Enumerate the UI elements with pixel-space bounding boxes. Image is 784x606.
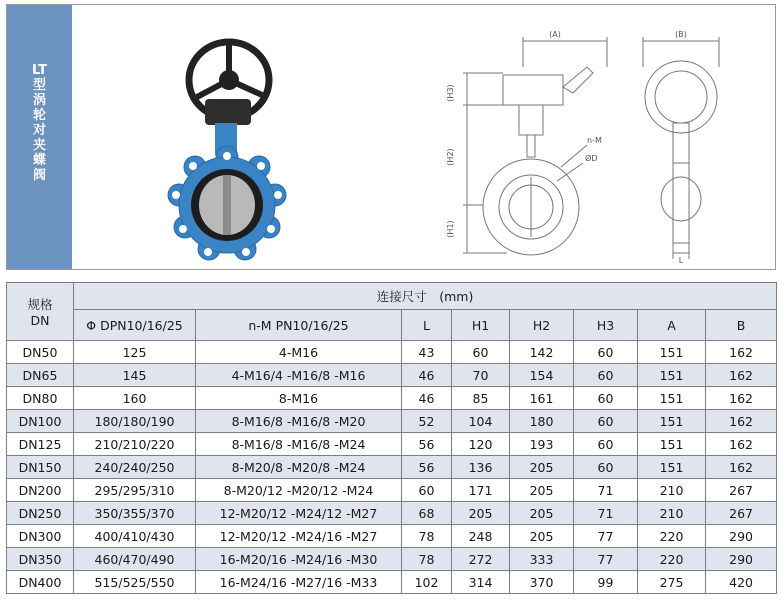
label-nm: n-M	[587, 136, 602, 145]
table-row	[7, 364, 777, 387]
table-cell: 12-M20/12 -M24/16 -M27	[196, 525, 402, 548]
table-row	[7, 571, 777, 594]
table-cell: 295/295/310	[74, 479, 196, 502]
table-cell: 46	[402, 387, 452, 410]
table-cell: 205	[452, 502, 510, 525]
table-cell: 12-M20/12 -M24/12 -M27	[196, 502, 402, 525]
table-cell: 210	[638, 479, 706, 502]
column-header: H2	[510, 310, 574, 341]
table-cell: 46	[402, 364, 452, 387]
table-cell: 151	[638, 456, 706, 479]
column-header: L	[402, 310, 452, 341]
table-cell: DN150	[7, 456, 74, 479]
title-char: 阀	[32, 168, 46, 183]
table-row	[7, 433, 777, 456]
table-cell: DN250	[7, 502, 74, 525]
table-cell: 515/525/550	[74, 571, 196, 594]
title-char: 蝶	[32, 153, 46, 168]
table-cell: DN400	[7, 571, 74, 594]
table-cell: 60	[574, 387, 638, 410]
title-char: 夹	[32, 138, 46, 153]
table-cell: 154	[510, 364, 574, 387]
table-cell: 460/470/490	[74, 548, 196, 571]
table-cell: 162	[706, 364, 777, 387]
table-cell: 314	[452, 571, 510, 594]
table-cell: 60	[574, 410, 638, 433]
table-cell: 68	[402, 502, 452, 525]
table-cell: 267	[706, 502, 777, 525]
table-row	[7, 456, 777, 479]
column-header: B	[706, 310, 777, 341]
table-cell: 290	[706, 548, 777, 571]
table-cell: 60	[452, 341, 510, 364]
table-row	[7, 341, 777, 364]
table-cell: 70	[452, 364, 510, 387]
table-cell: DN200	[7, 479, 74, 502]
table-cell: 290	[706, 525, 777, 548]
label-h3: (H3)	[446, 84, 455, 102]
product-title	[7, 63, 72, 183]
table-cell: 16-M20/16 -M24/16 -M30	[196, 548, 402, 571]
table-cell: 161	[510, 387, 574, 410]
table-cell: 210/210/220	[74, 433, 196, 456]
table-cell: DN80	[7, 387, 74, 410]
table-cell: 102	[402, 571, 452, 594]
table-cell: 78	[402, 525, 452, 548]
table-cell: 240/240/250	[74, 456, 196, 479]
table-cell: 151	[638, 341, 706, 364]
title-char: 轮	[32, 108, 46, 123]
product-panel	[6, 4, 776, 270]
table-cell: 420	[706, 571, 777, 594]
valve-photo	[157, 35, 297, 263]
title-char: LT	[32, 63, 47, 78]
table-cell: 52	[402, 410, 452, 433]
table-cell: 193	[510, 433, 574, 456]
column-header: A	[638, 310, 706, 341]
table-cell: 8-M20/8 -M20/8 -M24	[196, 456, 402, 479]
table-cell: 400/410/430	[74, 525, 196, 548]
table-cell: 145	[74, 364, 196, 387]
title-char: 对	[32, 123, 46, 138]
table-cell: 142	[510, 341, 574, 364]
table-cell: 162	[706, 387, 777, 410]
table-cell: 43	[402, 341, 452, 364]
table-cell: DN125	[7, 433, 74, 456]
table-cell: 60	[402, 479, 452, 502]
table-cell: 60	[574, 364, 638, 387]
table-cell: 205	[510, 456, 574, 479]
table-cell: DN100	[7, 410, 74, 433]
table-cell: 56	[402, 433, 452, 456]
table-cell: 267	[706, 479, 777, 502]
table-cell: 16-M24/16 -M27/16 -M33	[196, 571, 402, 594]
table-cell: 210	[638, 502, 706, 525]
table-cell: 8-M16/8 -M16/8 -M24	[196, 433, 402, 456]
table-row	[7, 525, 777, 548]
label-b: (B)	[675, 30, 687, 39]
table-cell: 104	[452, 410, 510, 433]
table-row	[7, 387, 777, 410]
table-row	[7, 548, 777, 571]
table-cell: 77	[574, 548, 638, 571]
table-cell: 77	[574, 525, 638, 548]
dimension-drawing	[437, 27, 767, 265]
table-cell: 99	[574, 571, 638, 594]
table-row	[7, 479, 777, 502]
table-cell: DN350	[7, 548, 74, 571]
table-cell: 71	[574, 502, 638, 525]
table-cell: 60	[574, 456, 638, 479]
label-h1: (H1)	[446, 220, 455, 238]
table-cell: 56	[402, 456, 452, 479]
table-cell: 350/355/370	[74, 502, 196, 525]
table-cell: DN300	[7, 525, 74, 548]
table-cell: 220	[638, 525, 706, 548]
table-cell: 8-M16	[196, 387, 402, 410]
table-cell: 8-M16/8 -M16/8 -M20	[196, 410, 402, 433]
table-row	[7, 410, 777, 433]
table-cell: 162	[706, 410, 777, 433]
column-header: H3	[574, 310, 638, 341]
table-cell: 60	[574, 341, 638, 364]
table-cell: 8-M20/12 -M20/12 -M24	[196, 479, 402, 502]
table-cell: 78	[402, 548, 452, 571]
table-cell: 205	[510, 479, 574, 502]
table-cell: 180/180/190	[74, 410, 196, 433]
table-cell: 162	[706, 341, 777, 364]
table-cell: DN65	[7, 364, 74, 387]
column-header: H1	[452, 310, 510, 341]
column-header: Φ DPN10/16/25	[74, 310, 196, 341]
table-cell: 160	[74, 387, 196, 410]
table-cell: 162	[706, 456, 777, 479]
table-cell: 180	[510, 410, 574, 433]
table-cell: 4-M16/4 -M16/8 -M16	[196, 364, 402, 387]
label-l: L	[678, 256, 684, 265]
table-cell: 151	[638, 410, 706, 433]
table-cell: 333	[510, 548, 574, 571]
table-cell: 220	[638, 548, 706, 571]
table-cell: 125	[74, 341, 196, 364]
table-cell: 151	[638, 364, 706, 387]
spec-header: 规格 DN	[7, 283, 74, 341]
table-cell: DN50	[7, 341, 74, 364]
table-cell: 275	[638, 571, 706, 594]
sidebar-title-band	[7, 5, 72, 269]
label-d: ØD	[585, 154, 598, 163]
title-char: 涡	[32, 93, 46, 108]
title-char: 型	[32, 78, 46, 93]
table-cell: 151	[638, 387, 706, 410]
table-cell: 71	[574, 479, 638, 502]
table-cell: 370	[510, 571, 574, 594]
table-cell: 205	[510, 525, 574, 548]
label-h2: (H2)	[446, 148, 455, 166]
table-row	[7, 502, 777, 525]
column-header: n-M PN10/16/25	[196, 310, 402, 341]
table-cell: 248	[452, 525, 510, 548]
table-cell: 171	[452, 479, 510, 502]
label-a: (A)	[549, 30, 561, 39]
table-cell: 120	[452, 433, 510, 456]
group-header: 连接尺寸 (mm)	[74, 283, 777, 310]
table-cell: 162	[706, 433, 777, 456]
table-cell: 136	[452, 456, 510, 479]
table-cell: 85	[452, 387, 510, 410]
table-cell: 4-M16	[196, 341, 402, 364]
table-cell: 272	[452, 548, 510, 571]
table-cell: 60	[574, 433, 638, 456]
table-cell: 205	[510, 502, 574, 525]
dimension-table	[6, 282, 777, 594]
table-cell: 151	[638, 433, 706, 456]
